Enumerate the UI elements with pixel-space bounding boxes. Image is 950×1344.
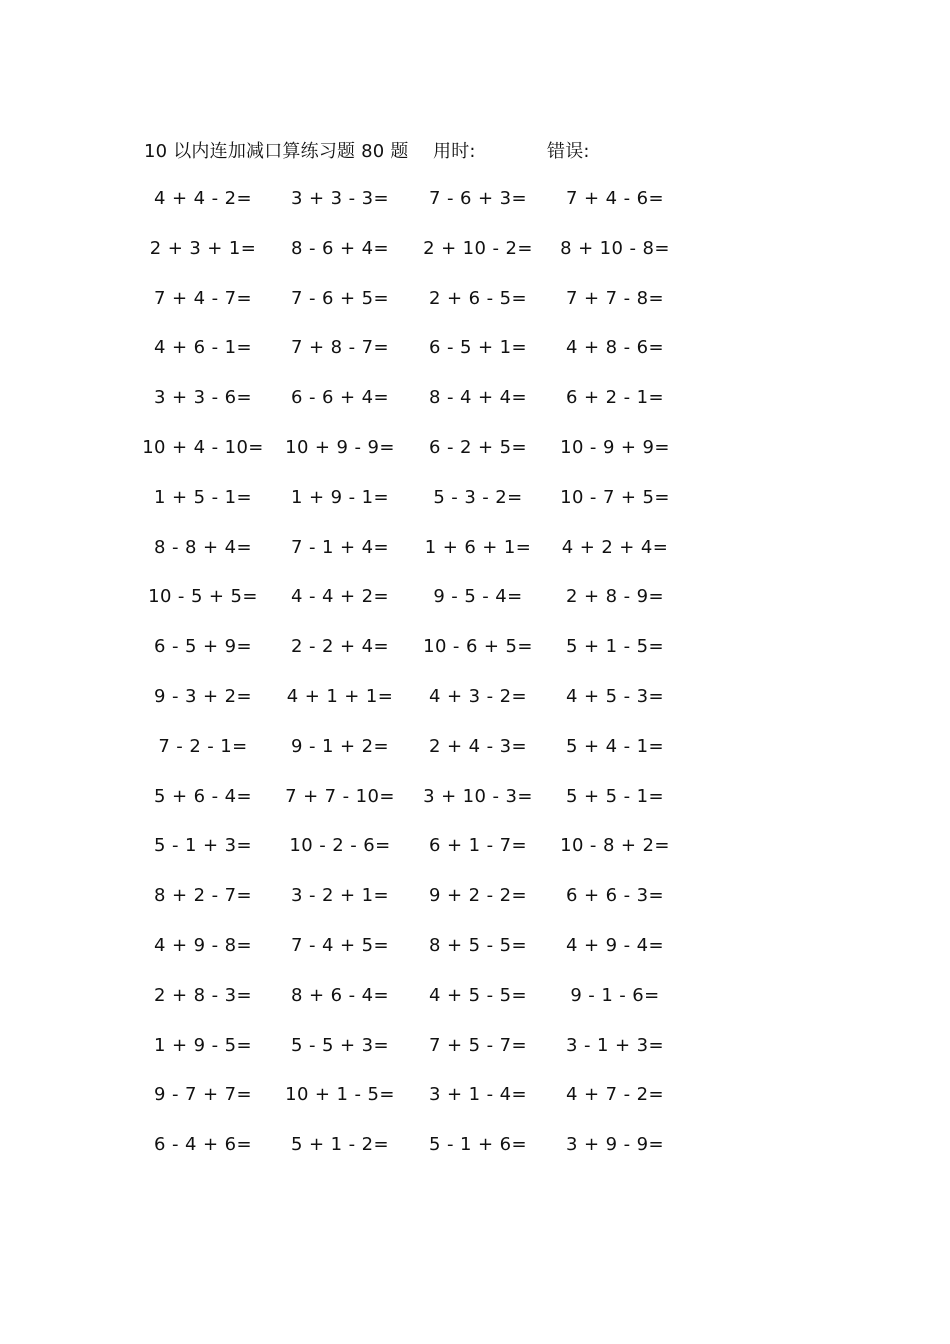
problem-row: [0, 385, 950, 435]
problem-row: [0, 983, 950, 1033]
arithmetic-problem: 8 - 4 + 4=: [429, 387, 527, 409]
arithmetic-problem: 4 + 4 - 2=: [154, 188, 252, 209]
arithmetic-problem: 8 + 2 - 7=: [154, 885, 252, 907]
arithmetic-problem: 2 + 8 - 3=: [154, 984, 252, 1006]
arithmetic-problem: 3 + 3 - 3=: [291, 188, 389, 209]
problem-grid: [0, 186, 950, 1182]
arithmetic-problem: 6 + 1 - 7=: [429, 835, 527, 857]
arithmetic-problem: 5 + 6 - 4=: [154, 785, 252, 807]
arithmetic-problem: 5 + 1 - 2=: [291, 1134, 389, 1156]
arithmetic-problem: 5 - 1 + 6=: [429, 1134, 527, 1156]
arithmetic-problem: 9 - 3 + 2=: [154, 685, 252, 707]
problem-row: [0, 1033, 950, 1083]
arithmetic-problem: 7 - 1 + 4=: [291, 536, 389, 558]
arithmetic-problem: 10 - 5 + 5=: [148, 586, 258, 608]
arithmetic-problem: 4 + 8 - 6=: [566, 337, 664, 359]
arithmetic-problem: 7 - 6 + 3=: [429, 188, 527, 209]
arithmetic-problem: 8 - 8 + 4=: [154, 536, 252, 558]
arithmetic-problem: 1 + 9 - 5=: [154, 1034, 252, 1056]
arithmetic-problem: 3 - 2 + 1=: [291, 885, 389, 907]
problem-row: [0, 933, 950, 983]
arithmetic-problem: 7 + 7 - 8=: [566, 287, 664, 309]
arithmetic-problem: 2 + 10 - 2=: [423, 237, 533, 259]
arithmetic-problem: 6 - 5 + 9=: [154, 636, 252, 658]
arithmetic-problem: 4 + 9 - 4=: [566, 934, 664, 956]
arithmetic-problem: 4 + 3 - 2=: [429, 685, 527, 707]
arithmetic-problem: 9 - 5 - 4=: [433, 586, 523, 608]
arithmetic-problem: 2 + 3 + 1=: [149, 237, 257, 259]
arithmetic-problem: 2 - 2 + 4=: [291, 636, 389, 658]
arithmetic-problem: 9 - 1 + 2=: [291, 735, 389, 757]
arithmetic-problem: 4 + 1 + 1=: [286, 685, 394, 707]
arithmetic-problem: 3 + 1 - 4=: [429, 1084, 527, 1106]
problem-row: [0, 335, 950, 385]
arithmetic-problem: 7 + 8 - 7=: [291, 337, 389, 359]
arithmetic-problem: 9 + 2 - 2=: [429, 885, 527, 907]
arithmetic-problem: 3 + 10 - 3=: [423, 785, 533, 807]
problem-row: [0, 186, 950, 236]
arithmetic-problem: 7 + 5 - 7=: [429, 1034, 527, 1056]
arithmetic-problem: 8 + 5 - 5=: [429, 934, 527, 956]
arithmetic-problem: 5 + 4 - 1=: [566, 735, 664, 757]
arithmetic-problem: 10 + 4 - 10=: [142, 436, 264, 458]
arithmetic-problem: 5 - 3 - 2=: [433, 486, 523, 508]
arithmetic-problem: 3 - 1 + 3=: [566, 1034, 664, 1056]
arithmetic-problem: 2 + 8 - 9=: [566, 586, 664, 608]
arithmetic-problem: 10 + 1 - 5=: [285, 1084, 395, 1106]
problem-row: [0, 584, 950, 634]
arithmetic-problem: 1 + 9 - 1=: [291, 486, 389, 508]
arithmetic-problem: 6 + 6 - 3=: [566, 885, 664, 907]
arithmetic-problem: 6 - 2 + 5=: [429, 436, 527, 458]
arithmetic-problem: 7 + 7 - 10=: [285, 785, 395, 807]
arithmetic-problem: 4 - 4 + 2=: [291, 586, 389, 608]
arithmetic-problem: 10 + 9 - 9=: [285, 436, 395, 458]
error-count-label: 错误:: [547, 141, 590, 162]
time-used-label: 用时:: [433, 141, 476, 162]
arithmetic-problem: 6 - 5 + 1=: [429, 337, 527, 359]
arithmetic-problem: 4 + 5 - 5=: [429, 984, 527, 1006]
arithmetic-problem: 4 + 6 - 1=: [154, 337, 252, 359]
arithmetic-problem: 7 - 4 + 5=: [291, 934, 389, 956]
arithmetic-problem: 10 - 6 + 5=: [423, 636, 533, 658]
problem-row: [0, 1082, 950, 1132]
arithmetic-problem: 9 - 1 - 6=: [570, 984, 660, 1006]
arithmetic-problem: 6 - 4 + 6=: [154, 1134, 252, 1156]
arithmetic-problem: 5 - 5 + 3=: [291, 1034, 389, 1056]
arithmetic-problem: 5 - 1 + 3=: [154, 835, 252, 857]
problem-row: [0, 883, 950, 933]
problem-row: [0, 535, 950, 585]
arithmetic-problem: 7 - 2 - 1=: [158, 735, 248, 757]
worksheet-title: 10 以内连加减口算练习题 80 题: [144, 141, 409, 162]
problem-row: [0, 784, 950, 834]
arithmetic-problem: 10 - 2 - 6=: [289, 835, 391, 857]
arithmetic-problem: 10 - 9 + 9=: [560, 436, 670, 458]
arithmetic-problem: 4 + 2 + 4=: [561, 536, 669, 558]
arithmetic-problem: 4 + 5 - 3=: [566, 685, 664, 707]
arithmetic-problem: 3 + 3 - 6=: [154, 387, 252, 409]
arithmetic-problem: 7 + 4 - 6=: [566, 188, 664, 209]
problem-row: [0, 734, 950, 784]
arithmetic-problem: 7 + 4 - 7=: [154, 287, 252, 309]
arithmetic-problem: 5 + 5 - 1=: [566, 785, 664, 807]
arithmetic-problem: 1 + 6 + 1=: [424, 536, 532, 558]
arithmetic-problem: 10 - 8 + 2=: [560, 835, 670, 857]
problem-row: [0, 1132, 950, 1182]
problem-row: [0, 286, 950, 336]
problem-row: [0, 684, 950, 734]
arithmetic-problem: 7 - 6 + 5=: [291, 287, 389, 309]
problem-row: [0, 833, 950, 883]
arithmetic-problem: 9 - 7 + 7=: [154, 1084, 252, 1106]
problem-row: [0, 634, 950, 684]
arithmetic-problem: 3 + 9 - 9=: [566, 1134, 664, 1156]
arithmetic-problem: 10 - 7 + 5=: [560, 486, 670, 508]
arithmetic-problem: 2 + 4 - 3=: [429, 735, 527, 757]
problem-row: [0, 485, 950, 535]
problem-row: [0, 236, 950, 286]
arithmetic-problem: 4 + 7 - 2=: [566, 1084, 664, 1106]
worksheet-header: [0, 137, 950, 165]
arithmetic-problem: 2 + 6 - 5=: [429, 287, 527, 309]
arithmetic-problem: 8 - 6 + 4=: [291, 237, 389, 259]
arithmetic-problem: 5 + 1 - 5=: [566, 636, 664, 658]
arithmetic-problem: 6 - 6 + 4=: [291, 387, 389, 409]
arithmetic-problem: 1 + 5 - 1=: [154, 486, 252, 508]
problem-row: [0, 435, 950, 485]
arithmetic-problem: 8 + 10 - 8=: [560, 237, 670, 259]
arithmetic-problem: 6 + 2 - 1=: [566, 387, 664, 409]
arithmetic-problem: 8 + 6 - 4=: [291, 984, 389, 1006]
arithmetic-problem: 4 + 9 - 8=: [154, 934, 252, 956]
